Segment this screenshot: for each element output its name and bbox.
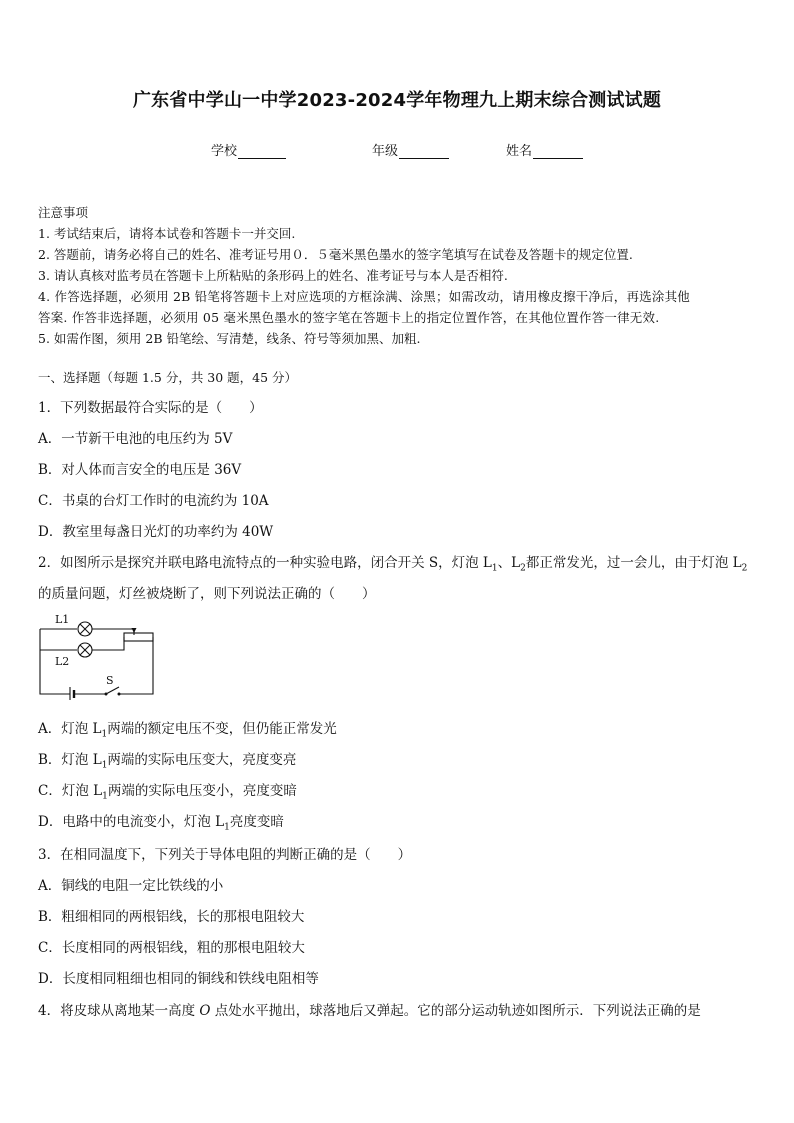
school-blank[interactable]	[238, 144, 286, 159]
grade-field	[372, 140, 449, 159]
q3-option-b[interactable]: B．粗细相同的两根铝线，长的那根电阻较大	[38, 909, 305, 925]
q2-option-b[interactable]: B．灯泡 $L_1$两端的实际电压变大，亮度变亮	[38, 752, 297, 771]
grade-blank[interactable]	[399, 144, 449, 159]
note-item: 5. 如需作图，须用 2B 铅笔绘、写清楚，线条、符号等须加黑、加粗.	[38, 331, 421, 346]
note-item: 答案. 作答非选择题，必须用 05 毫米黑色墨水的签字笔在答题卡上的指定位置作答，在其他位置作答一律无效.	[38, 310, 660, 325]
q1-option-b[interactable]: B．对人体而言安全的电压是 36V	[38, 462, 242, 478]
question-1-stem: 1．下列数据最符合实际的是（ ）	[38, 400, 263, 416]
q2-option-d[interactable]: D．电路中的电流变小，灯泡 $L_1$亮度变暗	[38, 814, 284, 833]
q3-option-d[interactable]: D．长度相同粗细也相同的铜线和铁线电阻相等	[38, 971, 319, 987]
exam-title: 广东省中学山一中学2023-2024学年物理九上期末综合测试试题	[132, 90, 662, 111]
note-item: 4. 作答选择题，必须用 2B 铅笔将答题卡上对应选项的方框涂满、涂黑；如需改动，请用橡皮擦干净后，再选涂其他	[38, 289, 690, 304]
q1-option-c[interactable]: C．书桌的台灯工作时的电流约为 10A	[38, 493, 269, 509]
q2-option-c[interactable]: C．灯泡 $L_1$两端的实际电压变小，亮度变暗	[38, 783, 297, 802]
q1-option-d[interactable]: D．教室里每盏日光灯的功率约为 40W	[38, 524, 274, 540]
l1-label: L1	[55, 613, 70, 626]
l2-label: L2	[55, 655, 70, 668]
q3-option-a[interactable]: A．铜线的电阻一定比铁线的小	[38, 878, 224, 894]
grade-label: 年级	[372, 144, 399, 159]
switch-label: S	[106, 674, 114, 687]
circuit-diagram	[36, 610, 160, 700]
question-2-stem-line2: 的质量问题，灯丝被烧断了，则下列说法正确的（ ）	[38, 586, 376, 602]
student-info-row	[0, 140, 794, 160]
notes-section	[38, 202, 758, 349]
question-2-stem-line1: 2．如图所示是探究并联电路电流特点的一种实验电路，闭合开关 S，灯泡 $L_1$、$L_2$都正常发光，过一会儿，由于灯泡 $L_2$	[38, 555, 748, 574]
question-3-stem: 3．在相同温度下，下列关于导体电阻的判断正确的是（ ）	[38, 847, 412, 863]
section-heading: 一、选择题（每题 1.5 分，共 30 题，45 分）	[38, 370, 298, 385]
question-4-stem: 4．将皮球从离地某一高度 O 点处水平抛出，球落地后又弹起。它的部分运动轨迹如图所示．下列说法正确的是	[38, 1003, 701, 1019]
q2-option-a[interactable]: A．灯泡 $L_1$两端的额定电压不变，但仍能正常发光	[38, 721, 337, 740]
school-field	[211, 140, 286, 159]
name-blank[interactable]	[533, 144, 583, 159]
note-item: 1. 考试结束后，请将本试卷和答题卡一并交回.	[38, 226, 296, 241]
note-item: 3. 请认真核对监考员在答题卡上所粘贴的条形码上的姓名、准考证号与本人是否相符.	[38, 268, 508, 283]
name-label: 姓名	[506, 144, 533, 159]
name-field	[506, 140, 583, 159]
notes-heading: 注意事项	[38, 205, 89, 220]
q3-option-c[interactable]: C．长度相同的两根铝线，粗的那根电阻较大	[38, 940, 305, 956]
q1-option-a[interactable]: A．一节新干电池的电压约为 5V	[38, 431, 233, 447]
note-item: 2. 答题前，请务必将自己的姓名、准考证号用０．５毫米黑色墨水的签字笔填写在试卷及答题卡的规定位置.	[38, 247, 633, 262]
school-label: 学校	[211, 144, 238, 159]
